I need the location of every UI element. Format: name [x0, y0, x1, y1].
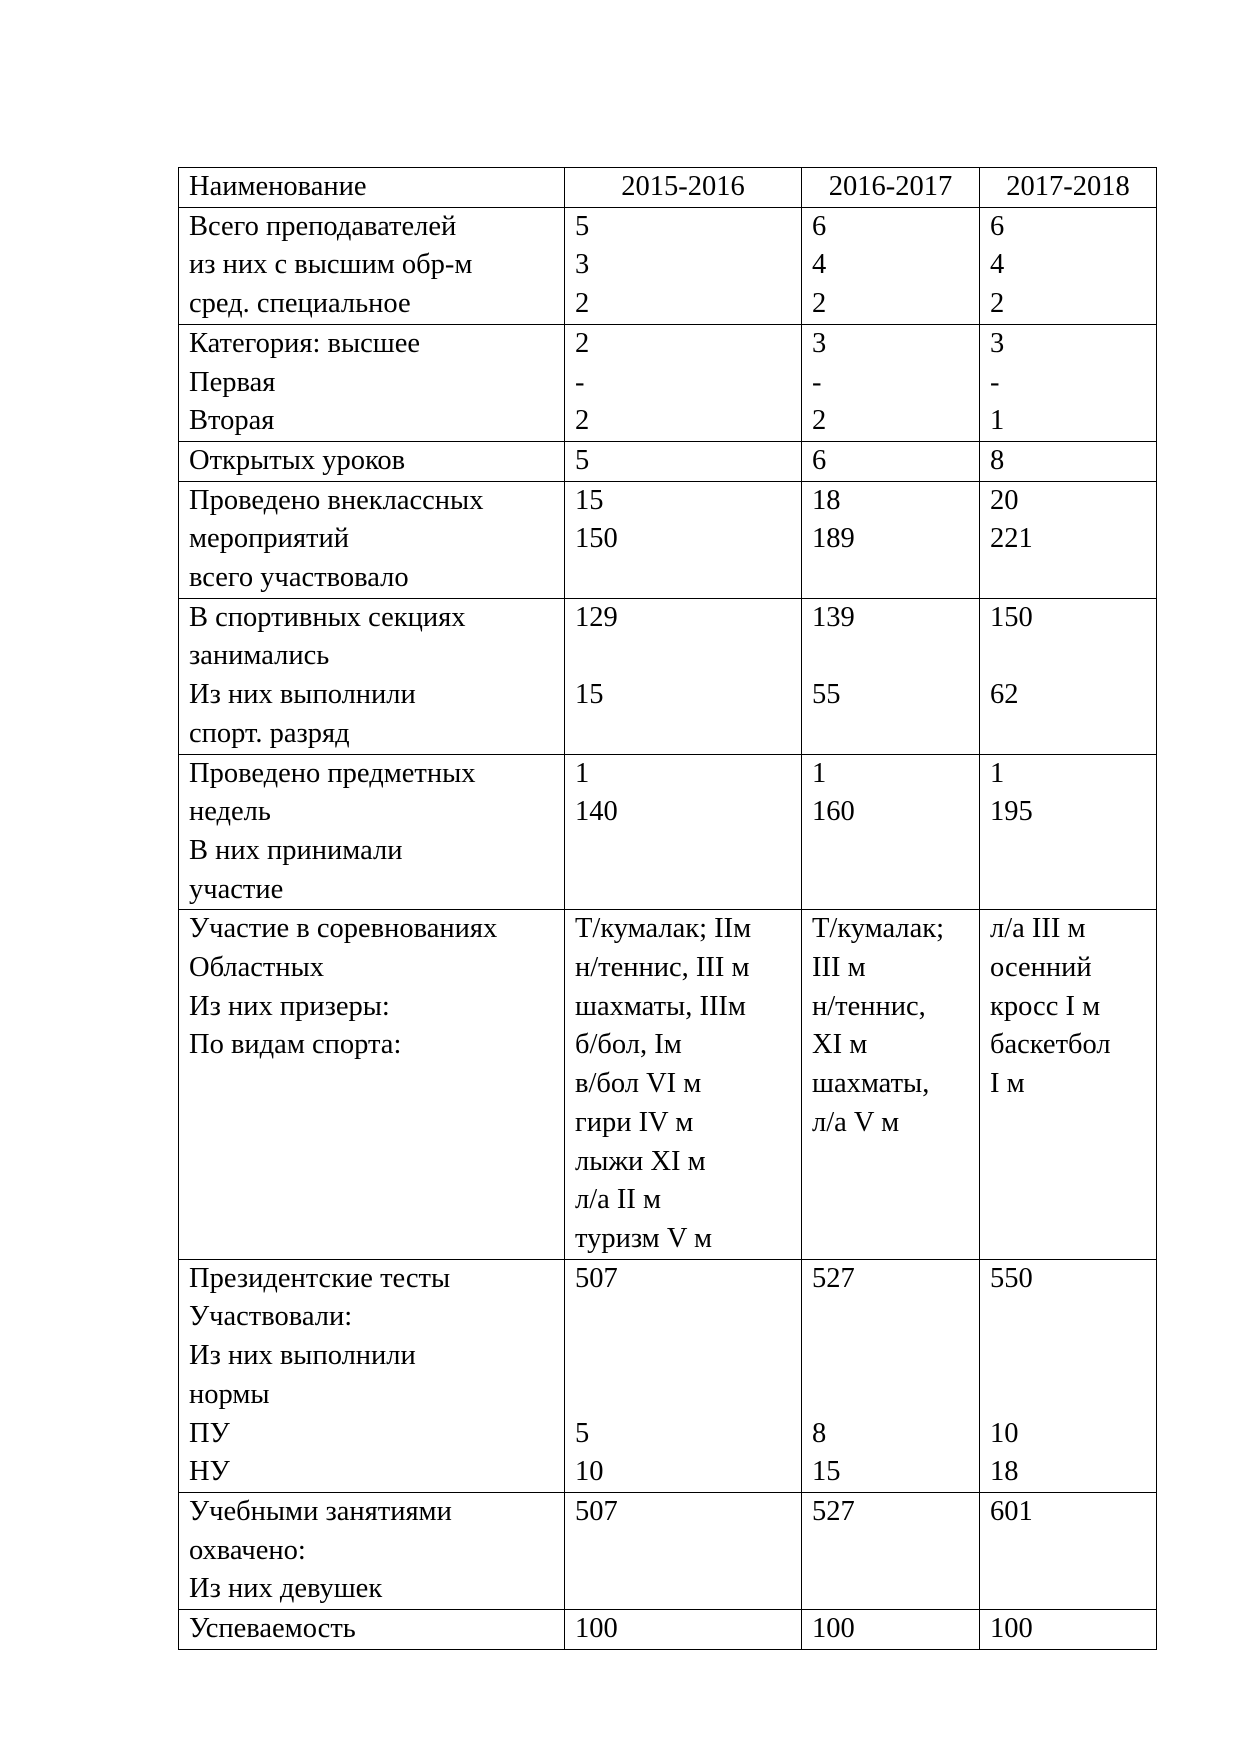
value-cell: 550 10 18 — [980, 1259, 1157, 1492]
header-year-cell: 2015-2016 — [565, 168, 802, 208]
row-name-cell: Категория: высшее Первая Вторая — [179, 324, 565, 441]
value-cell: л/а III м осенний кросс I м баскетбол I м — [980, 910, 1157, 1259]
value-cell: 18 189 — [802, 481, 980, 598]
value-cell: 150 62 — [980, 598, 1157, 754]
table-row — [179, 441, 1157, 481]
row-name-cell: Всего преподавателей из них с высшим обр-м сред. специальное — [179, 207, 565, 324]
row-name-cell: Президентские тесты Участвовали: Из них выполнили нормы ПУ НУ — [179, 1259, 565, 1492]
header-name-cell: Наименование — [179, 168, 565, 208]
value-cell: 527 8 15 — [802, 1259, 980, 1492]
row-name-cell: Учебными занятиями охвачено: Из них девушек — [179, 1492, 565, 1609]
value-cell: 15 150 — [565, 481, 802, 598]
value-cell: 5 3 2 — [565, 207, 802, 324]
value-cell: 1 195 — [980, 754, 1157, 910]
table-row — [179, 910, 1157, 1259]
value-cell: 129 15 — [565, 598, 802, 754]
table-row — [179, 324, 1157, 441]
value-cell: Т/кумалак; IIм н/теннис, III м шахматы, IIIм б/бол, Iм в/бол VI м гири IV м лыжи XI м л/а II м туризм V м — [565, 910, 802, 1259]
value-cell: 1 160 — [802, 754, 980, 910]
row-name-cell: Успеваемость — [179, 1610, 565, 1650]
value-cell: 100 — [980, 1610, 1157, 1650]
value-cell: 601 — [980, 1492, 1157, 1609]
value-cell: 6 — [802, 441, 980, 481]
value-cell: 507 5 10 — [565, 1259, 802, 1492]
table-row — [179, 1492, 1157, 1609]
value-cell: 3 - 1 — [980, 324, 1157, 441]
value-cell: 1 140 — [565, 754, 802, 910]
table-row — [179, 754, 1157, 910]
value-cell: 2 - 2 — [565, 324, 802, 441]
value-cell: 527 — [802, 1492, 980, 1609]
value-cell: 8 — [980, 441, 1157, 481]
table-row — [179, 1259, 1157, 1492]
value-cell: 5 — [565, 441, 802, 481]
row-name-cell: Проведено внеклассных мероприятий всего участвовало — [179, 481, 565, 598]
value-cell: 100 — [802, 1610, 980, 1650]
row-name-cell: В спортивных секциях занимались Из них выполнили спорт. разряд — [179, 598, 565, 754]
report-table — [178, 167, 1157, 1650]
value-cell: 6 4 2 — [980, 207, 1157, 324]
table-row — [179, 481, 1157, 598]
row-name-cell: Проведено предметных недель В них принимали участие — [179, 754, 565, 910]
header-year-cell: 2016-2017 — [802, 168, 980, 208]
table-row — [179, 598, 1157, 754]
table-row — [179, 207, 1157, 324]
header-row — [179, 168, 1157, 208]
row-name-cell: Участие в соревнованиях Областных Из них призеры: По видам спорта: — [179, 910, 565, 1259]
value-cell: Т/кумалак; III м н/теннис, XI м шахматы, л/а V м — [802, 910, 980, 1259]
value-cell: 3 - 2 — [802, 324, 980, 441]
value-cell: 6 4 2 — [802, 207, 980, 324]
value-cell: 507 — [565, 1492, 802, 1609]
row-name-cell: Открытых уроков — [179, 441, 565, 481]
value-cell: 20 221 — [980, 481, 1157, 598]
value-cell: 100 — [565, 1610, 802, 1650]
value-cell: 139 55 — [802, 598, 980, 754]
table-row — [179, 1610, 1157, 1650]
header-year-cell: 2017-2018 — [980, 168, 1157, 208]
